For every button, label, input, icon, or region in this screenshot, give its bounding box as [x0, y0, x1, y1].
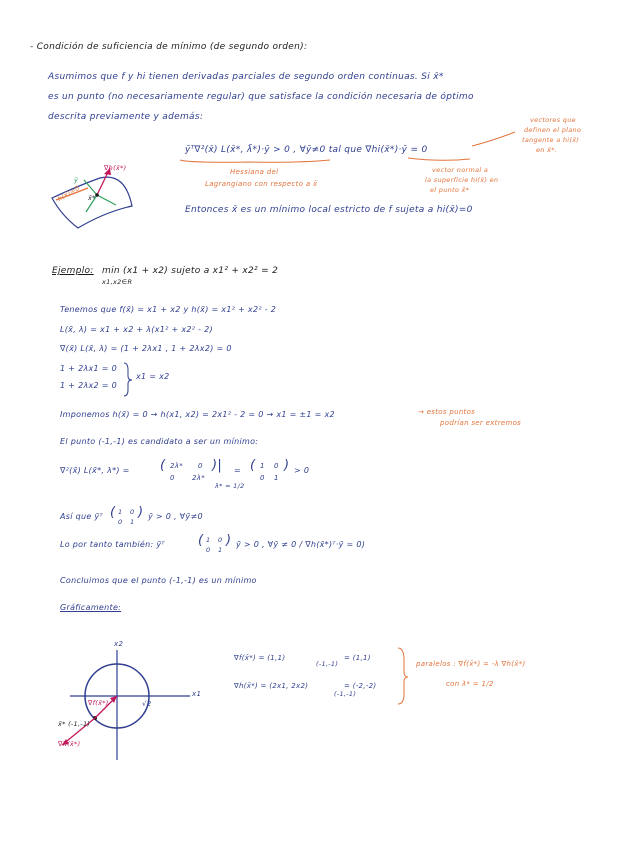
note-hessian-2: Lagrangiano con respecto a x̄	[205, 180, 318, 188]
impose-line: Imponemos h(x̄) = 0 → h(x1, x2) = 2x1² - 2 = 0 → x1 = ±1 = x2	[60, 410, 335, 419]
asi-m-d: 1	[130, 518, 135, 526]
axis-x2-label: x2	[114, 640, 124, 648]
hm2-a: 1	[260, 462, 265, 470]
impose-note-2: podrían ser extremos	[440, 419, 522, 427]
circle-graph	[62, 650, 190, 760]
tambien-m-b: 0	[218, 536, 223, 544]
asi-m-b: 0	[130, 508, 135, 516]
example-problem: min (x1 + x2) sujeto a x1² + x2² = 2	[102, 266, 279, 276]
note-normal-2: la superficie hi(x̄) en	[425, 176, 499, 184]
note-normal-1: vector normal a	[432, 166, 489, 174]
lambda-note: con λ* = 1/2	[446, 680, 494, 688]
equals-sign: =	[234, 466, 242, 475]
result-1-sub: (-1,-1)	[316, 660, 339, 668]
result-1: ∇f(x̄*) = (1,1)	[234, 654, 286, 662]
hessian-lhs: ∇²(x̄) L(x̄*, λ*) =	[60, 466, 130, 475]
conclusion: Entonces x̄ es un mínimo local estricto de f sujeta a hi(x̄)=0	[185, 205, 473, 215]
ex-line-3: ∇(x̄) L(x̄, λ) = (1 + 2λx1 , 1 + 2λx2) = 0	[60, 344, 232, 353]
asi-paren-right: )	[138, 505, 144, 520]
asi-m-a: 1	[118, 508, 123, 516]
note-tangent-2: definen el plano	[524, 126, 582, 134]
result-2: ∇h(x̄*) = (2x1, 2x2)	[234, 682, 309, 690]
parallel-note: paralelos : ∇f(x̄*) = -λ ∇h(x̄*)	[416, 660, 526, 668]
hm2-d: 1	[274, 474, 279, 482]
note-tangent-1: vectores que	[530, 116, 576, 124]
gradf-label: ∇f(x̄*)	[88, 699, 109, 707]
asi-m-c: 0	[118, 518, 123, 526]
matrix2-paren-right: )	[284, 458, 290, 473]
hessian-sub: λ* = 1/2	[215, 482, 245, 490]
matrix-paren-left: (	[160, 458, 166, 473]
hm2-c: 0	[260, 474, 265, 482]
tambien-rhs: ȳ > 0 , ∀ȳ ≠ 0 / ∇h(x̄*)ᵀ·ȳ = 0)	[236, 540, 366, 549]
ex-line-4: 1 + 2λx1 = 0	[60, 364, 118, 373]
intro-line-2: es un punto (no necesariamente regular) que satisface la condición necesaria de óptimo	[48, 92, 474, 102]
note-tangent-4: en x̄*.	[536, 146, 558, 154]
note-normal-3: el punto x̄*	[430, 186, 470, 194]
conclusion-example: Concluimos que el punto (-1,-1) es un mínimo	[60, 576, 257, 585]
note-tangent-3: tangente a hi(x̄)	[522, 136, 580, 144]
point-graph-label: x̄* (-1,-1)	[58, 720, 91, 728]
graficamente: Gráficamente:	[60, 603, 122, 612]
hm2-b: 0	[274, 462, 279, 470]
impose-note-1: → estos puntos	[418, 408, 476, 416]
tambien-m-c: 0	[206, 546, 211, 554]
grad-h-label: ∇h(x̄*)	[104, 164, 127, 172]
tambien-m-d: 1	[218, 546, 223, 554]
result-2-sub: (-1,-1)	[334, 690, 357, 698]
hm1-a: 2λ*	[170, 462, 183, 470]
ex-line-2: L(x̄, λ) = x1 + x2 + λ(x1² + x2² - 2)	[60, 325, 213, 334]
ex-line-1: Tenemos que f(x̄) = x1 + x2 y h(x̄) = x1² + x2² - 2	[60, 305, 277, 314]
ex-line-6: x1 = x2	[136, 372, 170, 381]
matrix2-paren-left: (	[250, 458, 256, 473]
result-2-end: = (-2,-2)	[344, 682, 377, 690]
note-hessian-1: Hessiana del	[230, 168, 279, 176]
asi-paren-left: (	[110, 505, 116, 520]
hm1-d: 2λ*	[192, 474, 205, 482]
hessian-rhs: > 0	[294, 466, 310, 475]
tambien-paren-right: )	[226, 533, 232, 548]
asi-lhs: Así que ȳᵀ	[60, 512, 103, 521]
sufficiency-condition: ȳᵀ∇²(x̄) L(x̄*, λ̄*)·ȳ > 0 , ∀ȳ≠0 tal que ∇hi(x̄*)·ȳ = 0	[185, 145, 428, 155]
tambien-paren-left: (	[198, 533, 204, 548]
candidate-line: El punto (-1,-1) es candidato a ser un mínimo:	[60, 437, 259, 446]
example-title: Ejemplo:	[52, 266, 94, 276]
asi-rhs: ȳ > 0 , ∀ȳ≠0	[148, 512, 203, 521]
matrix-paren-right: )|	[212, 458, 223, 473]
axis-x1-label: x1	[192, 690, 202, 698]
example-domain: x1,x2∈R	[102, 278, 133, 286]
result-1-end: = (1,1)	[344, 654, 371, 662]
hm1-b: 0	[198, 462, 203, 470]
point-label: x̄*	[88, 194, 96, 202]
tambien-m-a: 1	[206, 536, 211, 544]
intro-line-1: Asumimos que f y hi tienen derivadas parciales de segundo orden continuas. Si x̄*	[48, 72, 444, 82]
y-label: ȳ	[74, 176, 79, 184]
ex-line-5: 1 + 2λx2 = 0	[60, 381, 118, 390]
section-heading: - Condición de suficiencia de mínimo (de segundo orden):	[30, 42, 308, 52]
intro-line-3: descrita previamente y además:	[48, 112, 204, 122]
sqrt2-label: √2	[142, 700, 152, 708]
gradh-label: ∇h(x̄*)	[58, 740, 81, 748]
hm1-c: 0	[170, 474, 175, 482]
surface-label: h(x̄)=0	[56, 183, 82, 203]
tambien-lhs: Lo por tanto también: ȳᵀ	[60, 540, 165, 549]
